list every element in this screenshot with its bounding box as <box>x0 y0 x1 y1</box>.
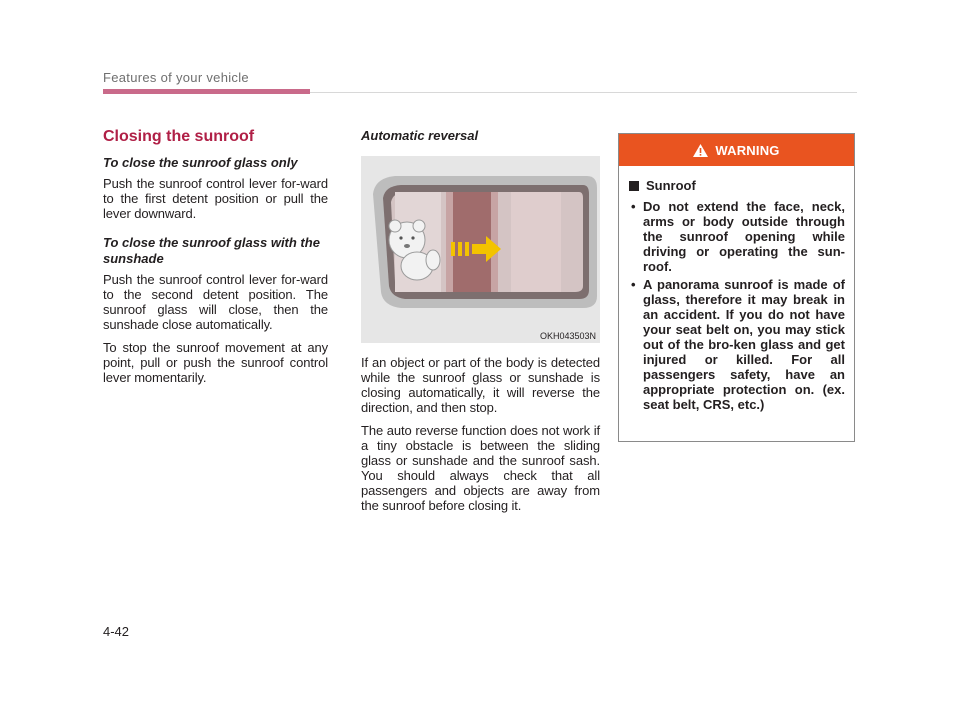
paragraph-glass-sunshade: Push the sunroof control lever for-ward to the second detent position. The sunroof glass will close, then the sunshade close automatically. <box>103 272 328 332</box>
figure-caption: OKH043503N <box>539 331 596 341</box>
warning-item: • Do not extend the face, neck, arms or body outside through the sunroof opening while driving or operating the sun-roof. <box>629 199 845 274</box>
warning-bar <box>619 134 854 166</box>
paragraph-stop-movement: To stop the sunroof movement at any point, pull or push the sunroof control lever momentarily. <box>103 340 328 385</box>
header-rule-accent <box>103 89 310 94</box>
middle-column <box>361 128 600 521</box>
paragraph-glass-only: Push the sunroof control lever for-ward to the first detent position or pull the lever downward. <box>103 176 328 221</box>
warning-heading <box>629 178 845 193</box>
square-bullet-icon <box>629 181 639 191</box>
warning-list <box>629 199 845 412</box>
warning-heading-text: Sunroof <box>646 178 696 193</box>
section-title: Closing the sunroof <box>103 128 255 145</box>
warning-box <box>618 133 855 442</box>
subheading-glass-sunshade: To close the sunroof glass with the sunshade <box>103 235 320 266</box>
sunroof-drawing <box>361 156 600 343</box>
subheading-automatic-reversal: Automatic reversal <box>361 128 479 143</box>
left-column <box>103 128 328 393</box>
subheading-glass-only: To close the sunroof glass only <box>103 155 298 170</box>
warning-item: • A panorama sunroof is made of glass, therefore it may break in an accident. If you do not have your seat belt on, you may stick out of the bro-ken glass and get injured or killed. For all passengers safety, have an appropriate protection on. (ex. seat belt, CRS, etc.) <box>629 277 845 412</box>
header-rule-line <box>310 92 857 93</box>
warning-label: WARNING <box>715 142 780 158</box>
header-title: Features of your vehicle <box>103 70 249 85</box>
warning-body <box>619 166 854 412</box>
sunroof-illustration <box>361 156 600 343</box>
paragraph-tiny-obstacle: The auto reverse function does not work if a tiny obstacle is between the sliding glass or sunshade and the sunroof sash. You should always check that all passengers and objects are away from the sunroof before closing it. <box>361 423 600 513</box>
paragraph-reverse-direction: If an object or part of the body is detected while the sunroof glass or sunshade is closing automatically, it will reverse the direction, and then stop. <box>361 355 600 415</box>
warning-triangle-icon <box>693 144 708 157</box>
page-number: 4-42 <box>103 624 130 639</box>
